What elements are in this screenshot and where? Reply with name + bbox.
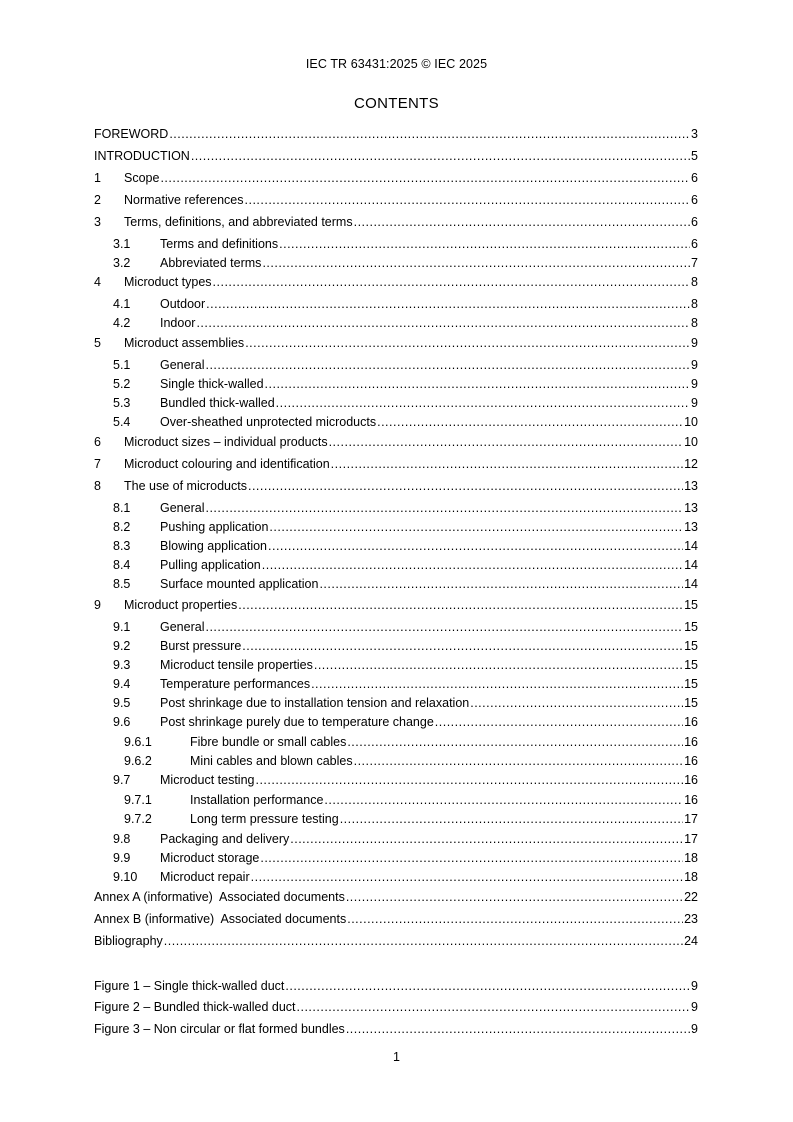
toc-entry-page: 9 [691, 377, 698, 391]
dot-leader [329, 434, 684, 450]
toc-entry-number: 5 [94, 336, 101, 350]
dot-leader [347, 734, 683, 750]
dot-leader [164, 933, 683, 949]
toc-entry-label: Blowing application [160, 539, 268, 553]
toc-entry[interactable] [94, 357, 698, 373]
toc-entry[interactable] [94, 148, 698, 164]
toc-entry-page: 16 [684, 754, 698, 768]
toc-entry[interactable] [94, 657, 698, 673]
toc-entry-number: 3 [94, 215, 101, 229]
toc-entry-label: Single thick-walled [160, 377, 264, 391]
toc-entry-number: 9.1 [113, 620, 131, 634]
dot-leader [262, 255, 690, 271]
toc-entry-page: 15 [684, 620, 698, 634]
toc-entry[interactable] [94, 999, 698, 1015]
toc-entry[interactable] [94, 850, 698, 866]
toc-entry-number: 9.6 [113, 715, 131, 729]
toc-entry-label: Outdoor [160, 297, 206, 311]
toc-entry-page: 3 [691, 127, 698, 141]
dot-leader [160, 170, 690, 186]
dot-leader [265, 376, 691, 392]
dot-leader [205, 357, 690, 373]
toc-entry-number: 1 [94, 171, 101, 185]
toc-entry-number: 5.3 [113, 396, 131, 410]
dot-leader [311, 676, 683, 692]
toc-entry-page: 8 [691, 297, 698, 311]
toc-entry-number: 6 [94, 435, 101, 449]
toc-entry[interactable] [94, 434, 698, 450]
toc-entry-page: 9 [691, 1000, 698, 1014]
toc-entry-label: Microduct tensile properties [160, 658, 313, 672]
toc-entry-number: 4.2 [113, 316, 131, 330]
toc-entry-page: 15 [684, 696, 698, 710]
dot-leader [169, 126, 690, 142]
toc-entry[interactable] [94, 714, 698, 730]
dot-leader [276, 395, 690, 411]
toc-entry[interactable] [94, 192, 698, 208]
toc-entry[interactable] [94, 811, 698, 827]
toc-entry-number: 9.7.2 [124, 812, 152, 826]
toc-entry-label: Annex B (informative) Associated documents [94, 912, 347, 926]
toc-entry-number: 3.2 [113, 256, 131, 270]
toc-entry[interactable] [94, 933, 698, 949]
toc-entry-label: Figure 2 – Bundled thick-walled duct [94, 1000, 296, 1014]
toc-entry[interactable] [94, 911, 698, 927]
toc-entry-number: 9.3 [113, 658, 131, 672]
dot-leader [196, 315, 690, 331]
toc-entry-page: 18 [684, 870, 698, 884]
dot-leader [319, 576, 683, 592]
toc-entry-page: 6 [691, 193, 698, 207]
toc-entry[interactable] [94, 638, 698, 654]
toc-entry-label: Bibliography [94, 934, 163, 948]
toc-entry-label: Surface mounted application [160, 577, 319, 591]
toc-entry-page: 6 [691, 171, 698, 185]
dot-leader [346, 889, 683, 905]
toc-entry-page: 14 [684, 558, 698, 572]
dot-leader [290, 831, 683, 847]
toc-entry[interactable] [94, 500, 698, 516]
toc-entry[interactable] [94, 126, 698, 142]
dot-leader [331, 456, 683, 472]
dot-leader [255, 772, 683, 788]
contents-title: CONTENTS [354, 95, 439, 112]
toc-entry-page: 9 [691, 358, 698, 372]
dot-leader [354, 214, 690, 230]
toc-entry-label: Installation performance [190, 793, 324, 807]
dot-leader [435, 714, 683, 730]
toc-entry[interactable] [94, 456, 698, 472]
toc-entry-label: Microduct types [124, 275, 212, 289]
dot-leader [245, 192, 691, 208]
dot-leader [245, 335, 690, 351]
dot-leader [205, 500, 683, 516]
toc-entry[interactable] [94, 734, 698, 750]
dot-leader [279, 236, 690, 252]
toc-entry-number: 9.6.1 [124, 735, 152, 749]
toc-entry[interactable] [94, 831, 698, 847]
toc-entry-label: Microduct repair [160, 870, 250, 884]
toc-entry-page: 10 [684, 435, 698, 449]
toc-entry-label: General [160, 501, 205, 515]
toc-entry[interactable] [94, 978, 698, 994]
toc-entry-page: 15 [684, 598, 698, 612]
toc-entry-label: Pulling application [160, 558, 261, 572]
toc-entry[interactable] [94, 255, 698, 271]
toc-entry[interactable] [94, 695, 698, 711]
toc-entry-number: 9.6.2 [124, 754, 152, 768]
toc-entry-label: Burst pressure [160, 639, 242, 653]
toc-entry-label: Abbreviated terms [160, 256, 262, 270]
toc-entry-number: 5.1 [113, 358, 131, 372]
dot-leader [297, 999, 691, 1015]
toc-entry-number: 9.4 [113, 677, 131, 691]
toc-entry[interactable] [94, 315, 698, 331]
dot-leader [262, 557, 683, 573]
toc-entry-page: 14 [684, 577, 698, 591]
toc-entry-page: 15 [684, 639, 698, 653]
toc-entry[interactable] [94, 557, 698, 573]
toc-entry-label: Microduct storage [160, 851, 260, 865]
toc-entry-label: Over-sheathed unprotected microducts [160, 415, 377, 429]
toc-entry-number: 9.2 [113, 639, 131, 653]
toc-entry-page: 8 [691, 316, 698, 330]
toc-entry-label: Normative references [124, 193, 244, 207]
toc-entry-label: Indoor [160, 316, 196, 330]
toc-entry[interactable] [94, 772, 698, 788]
toc-entry-number: 8.1 [113, 501, 131, 515]
dot-leader [268, 538, 683, 554]
toc-entry-page: 13 [684, 479, 698, 493]
dot-leader [470, 695, 683, 711]
toc-entry-page: 8 [691, 275, 698, 289]
toc-entry-label: Terms and definitions [160, 237, 279, 251]
toc-entry-page: 7 [691, 256, 698, 270]
dot-leader [269, 519, 683, 535]
toc-entry-label: Figure 3 – Non circular or flat formed bundles [94, 1022, 345, 1036]
toc-entry[interactable] [94, 676, 698, 692]
toc-entry-number: 9.7.1 [124, 793, 152, 807]
toc-entry-page: 6 [691, 215, 698, 229]
toc-entry-number: 8.2 [113, 520, 131, 534]
toc-entry[interactable] [94, 414, 698, 430]
toc-entry[interactable] [94, 478, 698, 494]
toc-entry-number: 7 [94, 457, 101, 471]
toc-entry-number: 8.4 [113, 558, 131, 572]
toc-entry[interactable] [94, 869, 698, 885]
toc-entry-page: 18 [684, 851, 698, 865]
dot-leader [340, 811, 683, 827]
toc-entry-label: Fibre bundle or small cables [190, 735, 347, 749]
toc-entry-number: 8 [94, 479, 101, 493]
toc-entry-number: 9.5 [113, 696, 131, 710]
running-header: IEC TR 63431:2025 © IEC 2025 [305, 57, 488, 71]
toc-entry[interactable] [94, 576, 698, 592]
toc-entry[interactable] [94, 792, 698, 808]
dot-leader [248, 478, 683, 494]
toc-entry-label: Annex A (informative) Associated documents [94, 890, 345, 904]
dot-leader [238, 597, 683, 613]
toc-entry-label: General [160, 358, 205, 372]
toc-entry-number: 4 [94, 275, 101, 289]
toc-entry-number: 9 [94, 598, 101, 612]
toc-entry[interactable] [94, 889, 698, 905]
toc-entry-label: The use of microducts [124, 479, 247, 493]
toc-entry-page: 16 [684, 715, 698, 729]
toc-entry-page: 6 [691, 237, 698, 251]
dot-leader [347, 911, 683, 927]
toc-entry-number: 5.2 [113, 377, 131, 391]
toc-entry-label: Microduct colouring and identification [124, 457, 330, 471]
toc-entry-page: 9 [691, 336, 698, 350]
toc-entry[interactable] [94, 619, 698, 635]
toc-entry-label: FOREWORD [94, 127, 169, 141]
toc-entry-page: 23 [684, 912, 698, 926]
toc-entry-label: Terms, definitions, and abbreviated terms [124, 215, 353, 229]
dot-leader [346, 1021, 690, 1037]
dot-leader [260, 850, 683, 866]
dot-leader [377, 414, 683, 430]
toc-entry-number: 9.9 [113, 851, 131, 865]
dot-leader [324, 792, 683, 808]
dot-leader [314, 657, 683, 673]
toc-entry-label: Packaging and delivery [160, 832, 290, 846]
toc-entry-page: 17 [684, 832, 698, 846]
dot-leader [251, 869, 683, 885]
toc-entry-page: 15 [684, 677, 698, 691]
toc-entry[interactable] [94, 214, 698, 230]
page-number: 1 [393, 1050, 400, 1064]
toc-entry[interactable] [94, 274, 698, 290]
dot-leader [191, 148, 690, 164]
toc-entry-page: 15 [684, 658, 698, 672]
toc-entry[interactable] [94, 236, 698, 252]
toc-entry-page: 13 [684, 501, 698, 515]
toc-entry-label: Figure 1 – Single thick-walled duct [94, 979, 285, 993]
toc-entry-label: Pushing application [160, 520, 269, 534]
toc-entry[interactable] [94, 538, 698, 554]
toc-entry-number: 5.4 [113, 415, 131, 429]
toc-entry-label: Long term pressure testing [190, 812, 339, 826]
toc-entry-label: Temperature performances [160, 677, 311, 691]
toc-entry[interactable] [94, 519, 698, 535]
toc-entry-number: 8.3 [113, 539, 131, 553]
toc-entry-number: 9.8 [113, 832, 131, 846]
toc-entry-page: 5 [691, 149, 698, 163]
toc-entry-label: Microduct sizes – individual products [124, 435, 328, 449]
toc-entry[interactable] [94, 1021, 698, 1037]
toc-entry-label: Post shrinkage due to installation tension and relaxation [160, 696, 470, 710]
toc-entry-number: 2 [94, 193, 101, 207]
toc-entry-number: 3.1 [113, 237, 131, 251]
toc-entry-label: Microduct assemblies [124, 336, 245, 350]
toc-entry-number: 8.5 [113, 577, 131, 591]
toc-entry[interactable] [94, 170, 698, 186]
toc-entry-page: 16 [684, 793, 698, 807]
toc-entry-page: 9 [691, 396, 698, 410]
toc-entry[interactable] [94, 296, 698, 312]
toc-entry-label: Bundled thick-walled [160, 396, 275, 410]
toc-entry-page: 16 [684, 735, 698, 749]
toc-entry-page: 14 [684, 539, 698, 553]
toc-entry-label: Post shrinkage purely due to temperature change [160, 715, 434, 729]
toc-entry-label: Mini cables and blown cables [190, 754, 353, 768]
toc-entry-page: 9 [691, 979, 698, 993]
dot-leader [354, 753, 684, 769]
toc-entry[interactable] [94, 597, 698, 613]
dot-leader [206, 296, 690, 312]
dot-leader [213, 274, 691, 290]
toc-entry-page: 9 [691, 1022, 698, 1036]
toc-entry-page: 17 [684, 812, 698, 826]
toc-entry-label: General [160, 620, 205, 634]
toc-entry-number: 9.10 [113, 870, 138, 884]
toc-entry-label: Scope [124, 171, 160, 185]
toc-entry[interactable] [94, 335, 698, 351]
toc-entry-label: Microduct properties [124, 598, 238, 612]
toc-entry-label: INTRODUCTION [94, 149, 190, 163]
toc-entry[interactable] [94, 376, 698, 392]
dot-leader [285, 978, 690, 994]
toc-entry[interactable] [94, 753, 698, 769]
toc-entry-label: Microduct testing [160, 773, 255, 787]
dot-leader [242, 638, 683, 654]
toc-entry-page: 13 [684, 520, 698, 534]
toc-entry-page: 12 [684, 457, 698, 471]
toc-entry-page: 22 [684, 890, 698, 904]
dot-leader [205, 619, 683, 635]
toc-entry-page: 24 [684, 934, 698, 948]
toc-entry[interactable] [94, 395, 698, 411]
toc-entry-number: 4.1 [113, 297, 131, 311]
toc-entry-page: 16 [684, 773, 698, 787]
toc-entry-number: 9.7 [113, 773, 131, 787]
toc-entry-page: 10 [684, 415, 698, 429]
